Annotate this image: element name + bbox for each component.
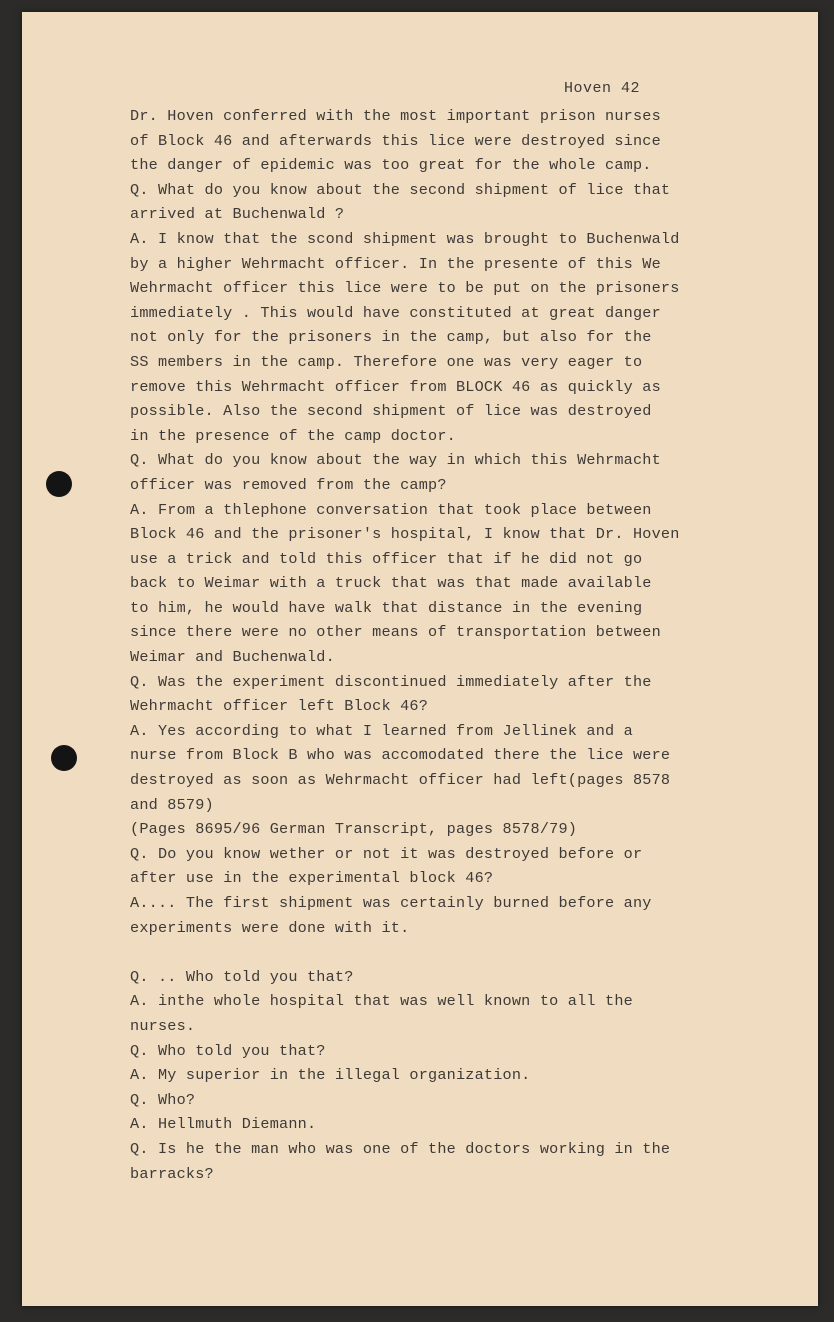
text-line: possible. Also the second shipment of lice was destroyed [130, 402, 652, 421]
text-line: immediately . This would have constituted at great danger [130, 303, 661, 322]
text-line: Q. Do you know wether or not it was destroyed before or [130, 844, 643, 863]
text-line: A. From a thlephone conversation that took place between [130, 500, 652, 519]
text-line: A. I know that the scond shipment was brought to Buchenwald [130, 229, 680, 248]
text-line: back to Weimar with a truck that was that made available [130, 574, 652, 593]
text-line: A.... The first shipment was certainly burned before any [130, 894, 652, 912]
text-line: Q. .. Who told you that? [130, 967, 354, 986]
text-line: Weimar and Buchenwald. [130, 648, 335, 667]
text-line: Dr. Hoven conferred with the most important prison nurses [130, 107, 661, 125]
text-line: by a higher Wehrmacht officer. In the presente of this We [130, 254, 661, 273]
page-number-label: Hoven 42 [564, 80, 641, 97]
text-line: A. Yes according to what I learned from Jellinek and a [130, 721, 633, 740]
text-line: not only for the prisoners in the camp, but also for the [130, 328, 652, 347]
text-line: the danger of epidemic was too great for the whole camp. [130, 156, 652, 175]
text-line: Q. What do you know about the way in which this Wehrmacht [130, 451, 661, 470]
text-line: after use in the experimental block 46? [130, 869, 494, 888]
text-line: in the presence of the camp doctor. [130, 426, 456, 445]
text-line: Q. Is he the man who was one of the doctors working in the [130, 1139, 671, 1158]
text-line: arrived at Buchenwald ? [130, 205, 345, 224]
text-line: and 8579) [130, 795, 214, 814]
text-line: Q. What do you know about the second shipment of lice that [130, 180, 671, 199]
text-line: Q. Who? [130, 1090, 196, 1109]
text-line: Wehrmacht officer left Block 46? [130, 697, 429, 716]
text-line: Q. Who told you that? [130, 1041, 326, 1060]
text-line: A. Hellmuth Diemann. [130, 1115, 317, 1134]
text-line: SS members in the camp. Therefore one was very eager to [130, 352, 643, 371]
transcript-body [130, 104, 790, 1186]
text-line: of Block 46 and afterwards this lice were destroyed since [130, 131, 661, 150]
text-line: barracks? [130, 1164, 214, 1183]
text-line: since there were no other means of transportation between [130, 623, 661, 642]
text-line: Q. Was the experiment discontinued immediately after the [130, 672, 652, 691]
text-line: Block 46 and the prisoner's hospital, I know that Dr. Hoven [130, 525, 680, 544]
document-page [22, 12, 818, 1306]
text-line: to him, he would have walk that distance in the evening [130, 598, 643, 617]
text-line: (Pages 8695/96 German Transcript, pages 8578/79) [130, 820, 578, 839]
text-line: remove this Wehrmacht officer from BLOCK 46 as quickly as [130, 377, 661, 396]
text-line: A. inthe whole hospital that was well known to all the [130, 992, 633, 1011]
text-line: nurses. [130, 1016, 196, 1035]
text-line: nurse from Block B who was accomodated there the lice were [130, 746, 671, 765]
text-line: A. My superior in the illegal organization. [130, 1066, 531, 1085]
text-line: destroyed as soon as Wehrmacht officer had left(pages 8578 [130, 771, 671, 790]
blank-line [130, 940, 790, 965]
punch-hole [46, 471, 72, 497]
text-line: use a trick and told this officer that if he did not go [130, 549, 643, 568]
text-line: Wehrmacht officer this lice were to be put on the prisoners [130, 279, 680, 298]
text-line: officer was removed from the camp? [130, 475, 447, 494]
text-line: experiments were done with it. [130, 918, 410, 937]
punch-hole [51, 745, 77, 771]
